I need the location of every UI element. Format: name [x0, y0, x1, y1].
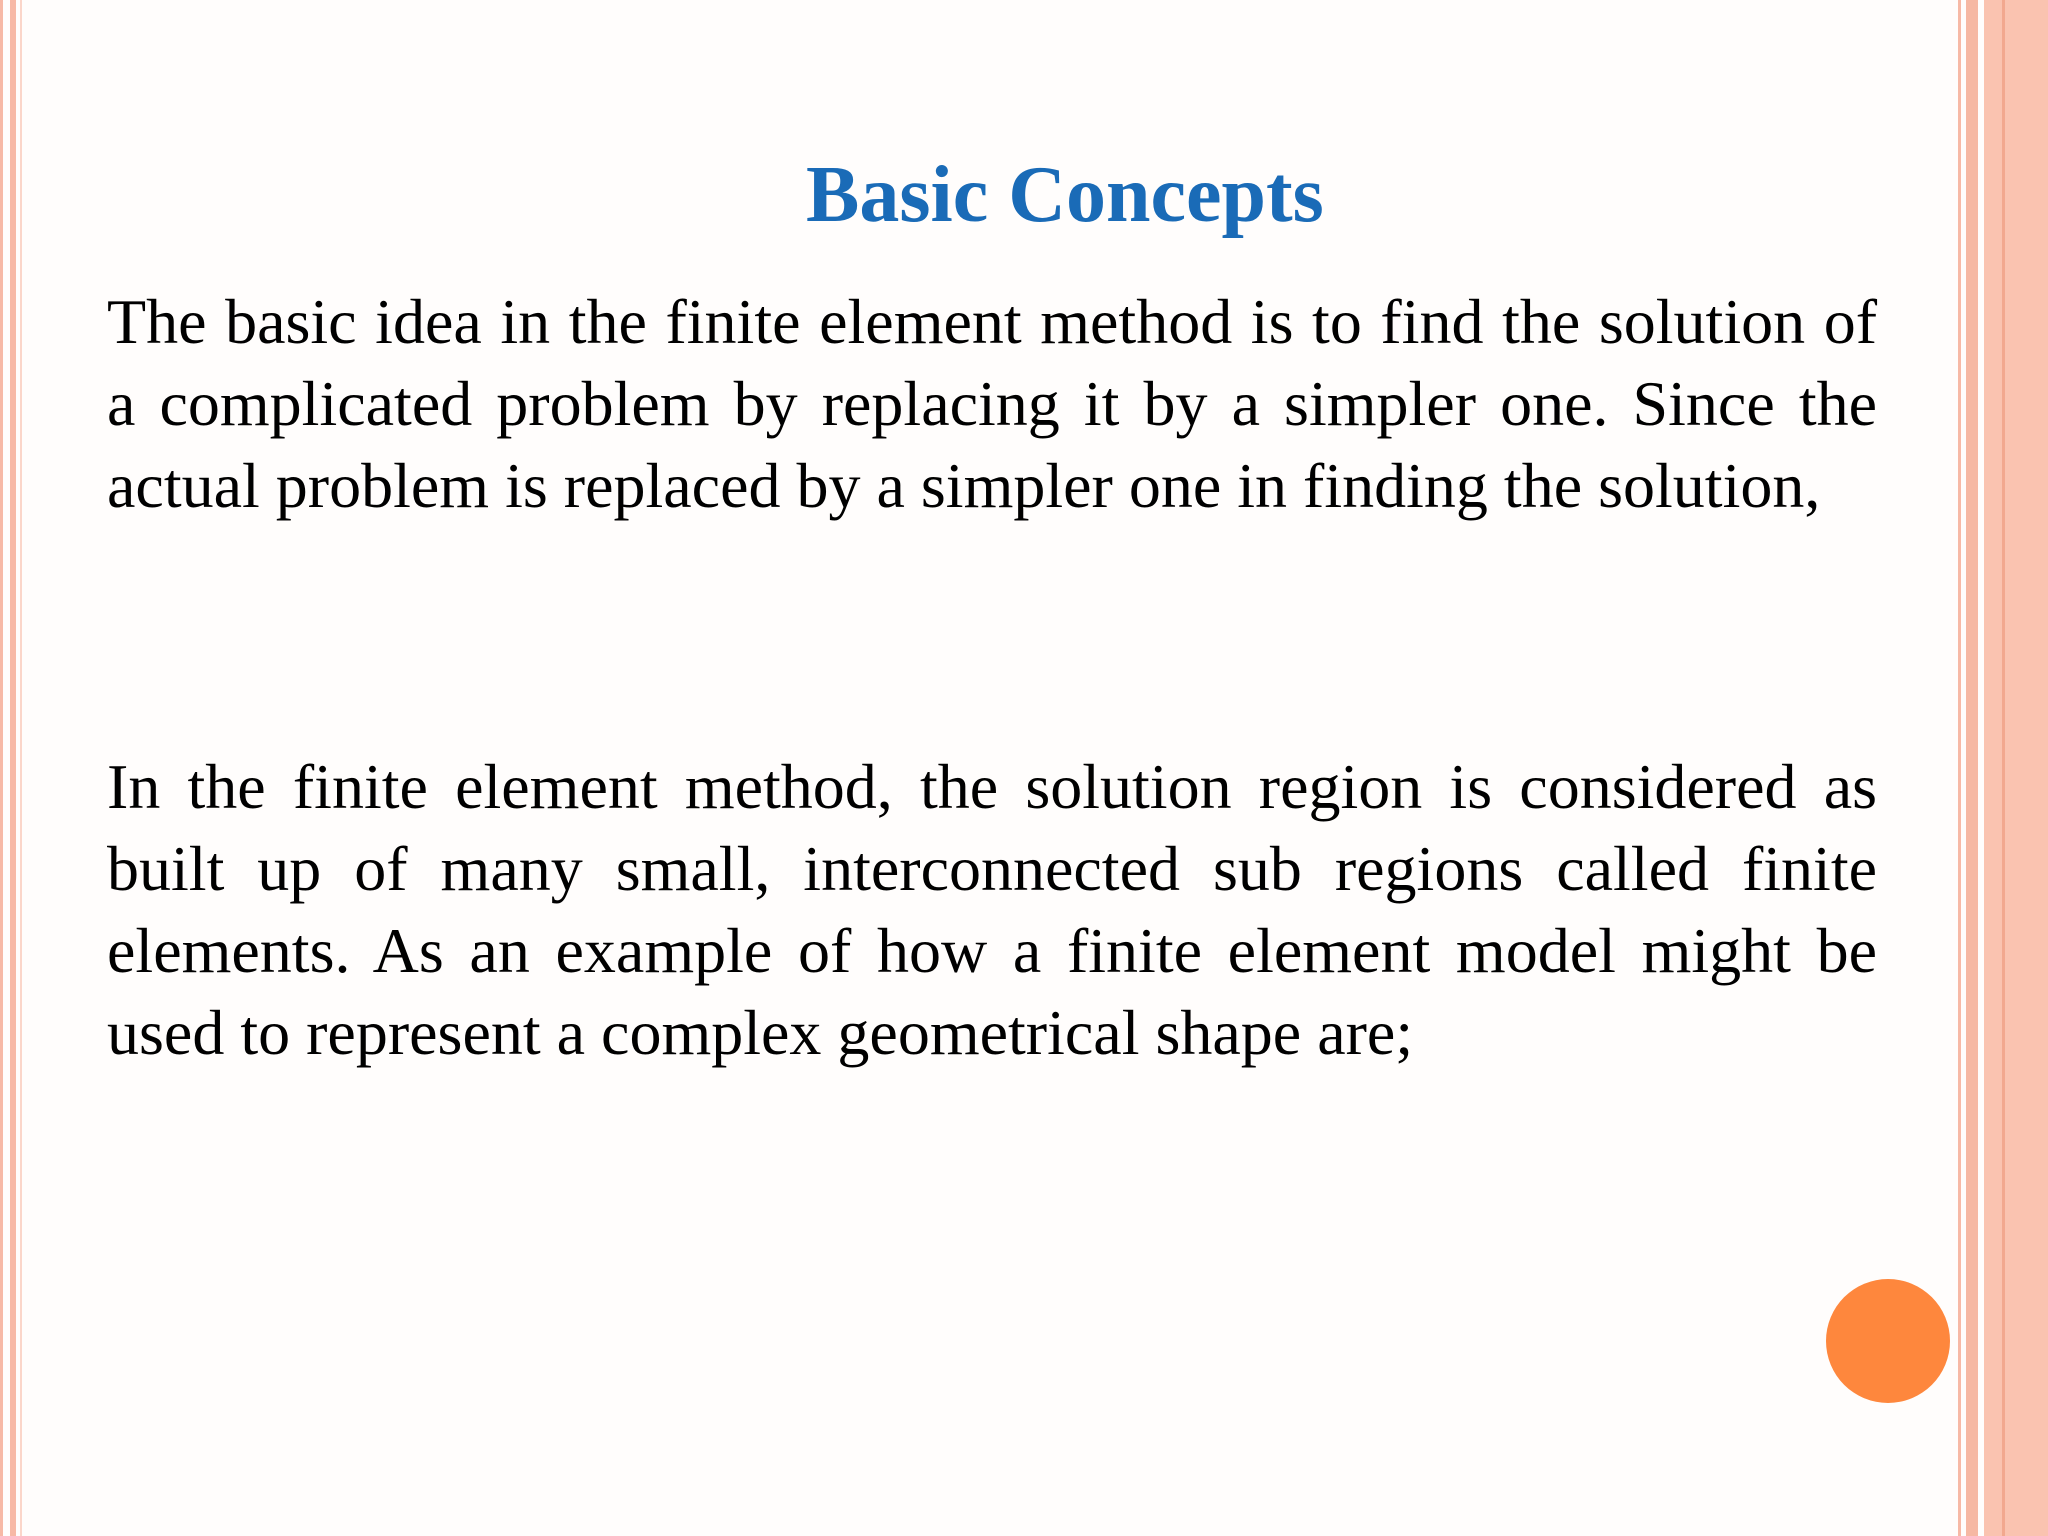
decorative-circle — [1826, 1279, 1950, 1403]
right-border-band — [1984, 0, 2048, 1536]
left-border-line-inner — [20, 0, 22, 1536]
slide-title: Basic Concepts — [806, 150, 1324, 239]
right-border-line-inner — [1958, 0, 1961, 1536]
right-border-line-middle — [1966, 0, 1978, 1536]
paragraph-2: In the finite element method, the solution region is considered as built up of many small, interconnected sub regions called finite elements. As an example of how a finite element model might be used to represent a complex geometrical shape are; — [107, 751, 1877, 1068]
left-border-line-outer — [0, 0, 3, 1536]
paragraph-1: The basic idea in the finite element method is to find the solution of a complicated problem by replacing it by a simpler one. Since the actual problem is replaced by a simpler one in finding the solution, — [107, 286, 1877, 521]
left-border-line-middle — [10, 0, 16, 1536]
right-border-line-outer — [2002, 0, 2005, 1536]
